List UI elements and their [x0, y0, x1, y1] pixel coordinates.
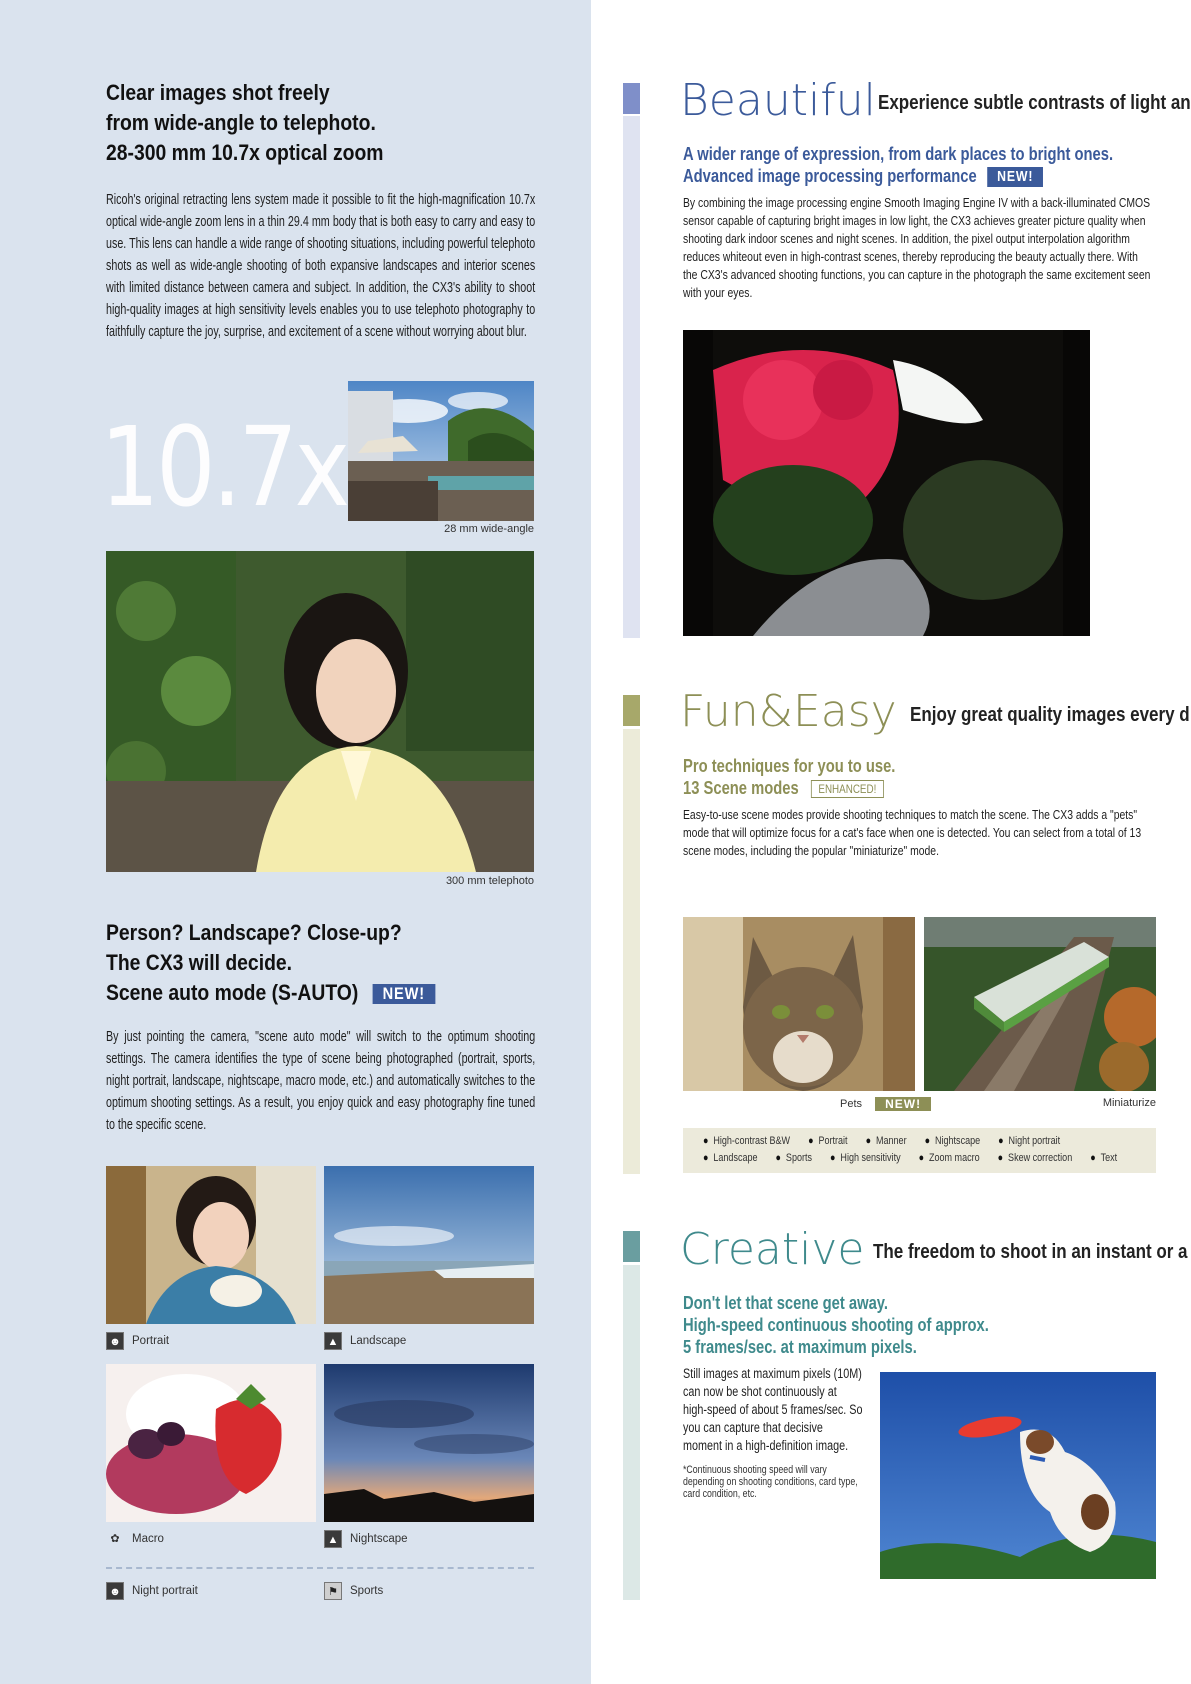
sauto-heading [106, 918, 435, 1008]
zoom-heading-line: 28-300 mm 10.7x optical zoom [106, 140, 384, 165]
scene-nightscape-label [324, 1530, 408, 1548]
beautiful-new-badge: NEW! [987, 167, 1043, 187]
scene-night-portrait-text: Night portrait [132, 1585, 198, 1597]
beautiful-side-bar [623, 116, 640, 638]
scene-mode-item: ● Nightscape [925, 1133, 981, 1150]
landscape-scene-photo [324, 1166, 534, 1324]
creative-tagline: The freedom to shoot in an instant or a [873, 1241, 1188, 1263]
funeasy-title: Fun&Easy [680, 686, 897, 737]
night-portrait-icon: ☻ [106, 1582, 124, 1600]
scene-mode-item: ● Landscape [703, 1150, 758, 1167]
scene-divider [106, 1567, 534, 1569]
macro-scene-photo [106, 1364, 316, 1522]
sauto-body-text: By just pointing the camera, "scene auto mode" will switch to the optimum shooting settings. The camera identifies the type of scene being photographed (portrait, sports, night portrait, landscape, nightscape, macro mode, etc.) and automatically switches to the optimum shooting settings. As a result, you enjoy quick and easy photography fine tuned to the specific scene. [106, 1029, 536, 1133]
funeasy-accent-bar [623, 695, 640, 726]
scene-sports-text: Sports [350, 1585, 384, 1597]
scene-night-portrait-label [106, 1582, 198, 1600]
beautiful-tagline: Experience subtle contrasts of light an [878, 92, 1191, 114]
miniaturize-caption: Miniaturize [1102, 1097, 1156, 1109]
scene-macro-text: Macro [132, 1533, 164, 1545]
scene-sports-label [324, 1582, 383, 1600]
beautiful-subheading-line-2 [683, 165, 1113, 187]
sauto-heading-line-3: Scene auto mode (S-AUTO) [106, 980, 359, 1005]
scene-landscape-text: Landscape [350, 1335, 407, 1347]
portrait-icon: ☻ [106, 1332, 124, 1350]
beautiful-body-text: By combining the image processing engine Smooth Imaging Engine IV with a back-illuminated CMOS sensor capable of capturing bright images in low light, the CX3 achieves greater picture quality when shooting dark indoor scenes and night scenes. In addition, the pixel output interpolation algorithm reduces whiteout even in high-contrast scenes, thereby reproducing the beauty actually there. With the CX3's advanced shooting functions, you can capture in the photograph the same excitement seen with your eyes. [683, 195, 1151, 300]
telephoto-portrait-photo [106, 551, 534, 872]
beautiful-autumn-photo [683, 330, 1090, 636]
beautiful-accent-bar [623, 83, 640, 114]
scene-mode-item: ● Zoom macro [919, 1150, 980, 1167]
funeasy-subheading-line: Pro techniques for you to use. [683, 756, 896, 776]
scene-macro-label [106, 1530, 164, 1548]
funeasy-subheading [683, 755, 895, 799]
beautiful-subheading-line: A wider range of expression, from dark places to bright ones. [683, 144, 1114, 164]
landscape-icon: ▲ [324, 1332, 342, 1350]
portrait-scene-photo [106, 1166, 316, 1324]
funeasy-side-bar [623, 729, 640, 1174]
beautiful-title: Beautiful [680, 75, 876, 126]
sports-icon: ⚑ [324, 1582, 342, 1600]
funeasy-tagline: Enjoy great quality images every d [910, 704, 1190, 726]
macro-icon: ✿ [110, 1533, 120, 1545]
scene-mode-item: ● Manner [866, 1133, 907, 1150]
funeasy-enhanced-badge: ENHANCED! [811, 780, 884, 798]
pets-new-badge: NEW! [875, 1097, 931, 1111]
zoom-heading-line: from wide-angle to telephoto. [106, 110, 376, 135]
scene-mode-item: ● Skew correction [998, 1150, 1073, 1167]
scene-portrait-text: Portrait [132, 1335, 170, 1347]
sauto-heading-line: The CX3 will decide. [106, 950, 293, 975]
sauto-heading-line [106, 978, 435, 1008]
creative-side-bar [623, 1265, 640, 1600]
wide-angle-photo [348, 381, 534, 521]
funeasy-subheading-line-2 [683, 777, 895, 799]
funeasy-body-text: Easy-to-use scene modes provide shooting techniques to match the scene. The CX3 adds a "pets" mode that will optimize focus for a cat's face when one is detected. You can select from a total of 13 scene modes, including the popular "miniaturize" mode. [683, 807, 1142, 858]
miniaturize-train-photo [924, 917, 1156, 1091]
creative-note: *Continuous shooting speed will vary depending on shooting conditions, card type, card condition, etc. [683, 1464, 858, 1500]
big-zoom-figure: 10.7x [100, 403, 347, 531]
beautiful-subheading [683, 143, 1113, 187]
pets-cat-photo [683, 917, 915, 1091]
scene-mode-row-2 [703, 1150, 1118, 1167]
creative-subheading-line: 5 frames/sec. at maximum pixels. [683, 1337, 917, 1357]
wide-angle-caption: 28 mm wide-angle [444, 523, 534, 535]
scene-mode-list [683, 1128, 1156, 1173]
creative-subheading [683, 1292, 989, 1358]
scene-mode-row-1 [703, 1133, 1061, 1150]
creative-dog-frisbee-photo [880, 1372, 1156, 1579]
pets-caption: Pets [840, 1097, 863, 1110]
scene-portrait-label [106, 1332, 169, 1350]
telephoto-caption: 300 mm telephoto [445, 875, 534, 887]
creative-subheading-line: High-speed continuous shooting of approx. [683, 1315, 989, 1335]
zoom-heading-line: Clear images shot freely [106, 80, 330, 105]
scene-mode-item: ● Portrait [808, 1133, 847, 1150]
pets-caption-row [840, 1097, 931, 1111]
zoom-body-text: Ricoh's original retracting lens system made it possible to fit the high-magnification 10.7x optical wide-angle zoom lens in a thin 29.4 mm body that is both easy to carry and easy to use. This lens can handle a wide range of shooting situations, including powerful telephoto shots as well as wide-angle shooting of both expansive landscapes and interior scenes with limited distance between camera and subject. In addition, the CX3's ability to shoot high-quality images at high sensitivity levels enables you to use telephoto photography to faithfully capture the joy, surprise, and excitement of a scene without worrying about blur. [106, 192, 536, 340]
creative-body-text: Still images at maximum pixels (10M) can now be shot continuously at high-speed of about 5 frames/sec. So you can capture that decisive moment in a high-definition image. [683, 1366, 863, 1453]
nightscape-scene-photo [324, 1364, 534, 1522]
beautiful-subheading-text: Advanced image processing performance [683, 166, 977, 186]
scene-nightscape-text: Nightscape [350, 1533, 408, 1545]
funeasy-subheading-text: 13 Scene modes [683, 778, 799, 798]
scene-mode-item: ● Night portrait [998, 1133, 1060, 1150]
scene-landscape-label [324, 1332, 406, 1350]
scene-mode-item: ● High sensitivity [830, 1150, 901, 1167]
creative-title: Creative [680, 1224, 865, 1275]
creative-accent-bar [623, 1231, 640, 1262]
sauto-new-badge: NEW! [372, 984, 435, 1004]
nightscape-icon: ▲ [324, 1530, 342, 1548]
zoom-heading [106, 78, 383, 168]
sauto-heading-line: Person? Landscape? Close-up? [106, 920, 402, 945]
scene-mode-item: ● High-contrast B&W [703, 1133, 790, 1150]
scene-mode-item: ● Text [1090, 1150, 1117, 1167]
scene-mode-item: ● Sports [776, 1150, 812, 1167]
creative-subheading-line: Don't let that scene get away. [683, 1293, 889, 1313]
